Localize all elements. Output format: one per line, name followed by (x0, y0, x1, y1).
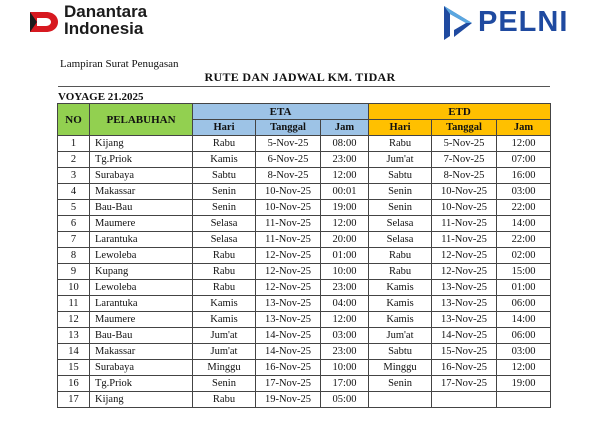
cell-eta-tanggal: 16-Nov-25 (256, 360, 321, 376)
cell-port: Maumere (90, 216, 193, 232)
header-etd-jam: Jam (497, 120, 551, 136)
table-row (58, 296, 551, 312)
cell-eta-hari: Senin (193, 376, 256, 392)
cell-etd-jam: 15:00 (497, 264, 551, 280)
danantara-logo-icon (28, 6, 60, 38)
cell-eta-jam: 03:00 (321, 328, 369, 344)
header-eta-tanggal: Tanggal (256, 120, 321, 136)
cell-no: 13 (58, 328, 90, 344)
cell-no: 14 (58, 344, 90, 360)
document-title: RUTE DAN JADWAL KM. TIDAR (204, 70, 396, 84)
title-divider (58, 86, 550, 87)
cell-no: 7 (58, 232, 90, 248)
table-row (58, 216, 551, 232)
logo-text-line-2: Indonesia (64, 19, 144, 38)
cell-eta-jam: 05:00 (321, 392, 369, 408)
cell-etd-jam: 19:00 (497, 376, 551, 392)
cell-eta-jam: 23:00 (321, 152, 369, 168)
cell-port: Kupang (90, 264, 193, 280)
header-port: PELABUHAN (90, 104, 193, 136)
cell-eta-jam: 10:00 (321, 360, 369, 376)
cell-eta-hari: Selasa (193, 216, 256, 232)
table-row (58, 184, 551, 200)
cell-no: 11 (58, 296, 90, 312)
cell-eta-hari: Senin (193, 184, 256, 200)
pelni-logo-text: PELNI (478, 6, 569, 38)
pelni-logo-icon (440, 4, 474, 42)
cell-etd-hari: Rabu (369, 264, 432, 280)
cell-eta-tanggal: 11-Nov-25 (256, 216, 321, 232)
cell-no: 17 (58, 392, 90, 408)
cell-eta-tanggal: 19-Nov-25 (256, 392, 321, 408)
cell-etd-jam: 01:00 (497, 280, 551, 296)
cell-etd-hari: Kamis (369, 312, 432, 328)
cell-eta-tanggal: 6-Nov-25 (256, 152, 321, 168)
cell-eta-tanggal: 14-Nov-25 (256, 328, 321, 344)
cell-etd-hari: Senin (369, 376, 432, 392)
table-row (58, 312, 551, 328)
table-row (58, 248, 551, 264)
cell-etd-jam: 16:00 (497, 168, 551, 184)
table-row (58, 232, 551, 248)
cell-port: Surabaya (90, 360, 193, 376)
cell-etd-tanggal (432, 392, 497, 408)
cell-etd-hari: Jum'at (369, 152, 432, 168)
table-row (58, 280, 551, 296)
attachment-label: Lampiran Surat Penugasan (60, 58, 179, 70)
cell-etd-tanggal: 12-Nov-25 (432, 248, 497, 264)
cell-etd-tanggal: 5-Nov-25 (432, 136, 497, 152)
cell-etd-hari (369, 392, 432, 408)
cell-eta-hari: Rabu (193, 136, 256, 152)
cell-etd-jam: 22:00 (497, 232, 551, 248)
cell-port: Surabaya (90, 168, 193, 184)
cell-port: Lewoleba (90, 248, 193, 264)
cell-etd-tanggal: 13-Nov-25 (432, 312, 497, 328)
cell-eta-tanggal: 12-Nov-25 (256, 280, 321, 296)
cell-port: Makassar (90, 184, 193, 200)
cell-no: 12 (58, 312, 90, 328)
cell-port: Tg.Priok (90, 376, 193, 392)
cell-etd-jam: 12:00 (497, 360, 551, 376)
table-row (58, 344, 551, 360)
danantara-logo-text (64, 3, 147, 37)
cell-port: Maumere (90, 312, 193, 328)
cell-port: Lewoleba (90, 280, 193, 296)
cell-eta-tanggal: 10-Nov-25 (256, 200, 321, 216)
cell-etd-tanggal: 11-Nov-25 (432, 216, 497, 232)
cell-port: Tg.Priok (90, 152, 193, 168)
cell-eta-hari: Rabu (193, 280, 256, 296)
cell-port: Makassar (90, 344, 193, 360)
cell-etd-tanggal: 10-Nov-25 (432, 200, 497, 216)
cell-port: Larantuka (90, 296, 193, 312)
cell-eta-hari: Rabu (193, 264, 256, 280)
cell-etd-hari: Jum'at (369, 328, 432, 344)
cell-eta-jam: 23:00 (321, 280, 369, 296)
cell-etd-tanggal: 7-Nov-25 (432, 152, 497, 168)
cell-eta-jam: 08:00 (321, 136, 369, 152)
cell-eta-tanggal: 5-Nov-25 (256, 136, 321, 152)
cell-no: 6 (58, 216, 90, 232)
cell-etd-hari: Kamis (369, 296, 432, 312)
cell-eta-jam: 20:00 (321, 232, 369, 248)
cell-etd-jam: 14:00 (497, 312, 551, 328)
cell-etd-jam (497, 392, 551, 408)
cell-no: 5 (58, 200, 90, 216)
cell-no: 9 (58, 264, 90, 280)
cell-etd-jam: 22:00 (497, 200, 551, 216)
cell-etd-tanggal: 12-Nov-25 (432, 264, 497, 280)
cell-etd-hari: Sabtu (369, 168, 432, 184)
cell-no: 3 (58, 168, 90, 184)
cell-eta-hari: Rabu (193, 392, 256, 408)
cell-eta-jam: 12:00 (321, 312, 369, 328)
cell-eta-tanggal: 14-Nov-25 (256, 344, 321, 360)
cell-etd-hari: Sabtu (369, 344, 432, 360)
cell-eta-jam: 23:00 (321, 344, 369, 360)
cell-eta-jam: 10:00 (321, 264, 369, 280)
cell-etd-jam: 06:00 (497, 328, 551, 344)
cell-eta-jam: 00:01 (321, 184, 369, 200)
cell-eta-hari: Rabu (193, 248, 256, 264)
cell-port: Bau-Bau (90, 328, 193, 344)
cell-eta-jam: 12:00 (321, 216, 369, 232)
table-row (58, 168, 551, 184)
cell-eta-hari: Kamis (193, 296, 256, 312)
voyage-label: VOYAGE 21.2025 (58, 91, 144, 103)
cell-etd-hari: Kamis (369, 280, 432, 296)
cell-eta-hari: Minggu (193, 360, 256, 376)
cell-eta-jam: 04:00 (321, 296, 369, 312)
header-etd-tanggal: Tanggal (432, 120, 497, 136)
cell-eta-hari: Sabtu (193, 168, 256, 184)
cell-etd-tanggal: 8-Nov-25 (432, 168, 497, 184)
cell-eta-jam: 17:00 (321, 376, 369, 392)
cell-etd-jam: 06:00 (497, 296, 551, 312)
cell-eta-hari: Jum'at (193, 328, 256, 344)
table-row (58, 200, 551, 216)
cell-eta-jam: 12:00 (321, 168, 369, 184)
cell-no: 4 (58, 184, 90, 200)
cell-eta-hari: Jum'at (193, 344, 256, 360)
cell-etd-hari: Rabu (369, 248, 432, 264)
cell-eta-tanggal: 17-Nov-25 (256, 376, 321, 392)
cell-etd-jam: 07:00 (497, 152, 551, 168)
cell-eta-tanggal: 13-Nov-25 (256, 296, 321, 312)
cell-no: 10 (58, 280, 90, 296)
cell-eta-tanggal: 12-Nov-25 (256, 264, 321, 280)
cell-port: Bau-Bau (90, 200, 193, 216)
cell-eta-hari: Kamis (193, 312, 256, 328)
cell-etd-tanggal: 15-Nov-25 (432, 344, 497, 360)
cell-etd-tanggal: 17-Nov-25 (432, 376, 497, 392)
cell-no: 8 (58, 248, 90, 264)
cell-etd-hari: Selasa (369, 216, 432, 232)
header-eta-hari: Hari (193, 120, 256, 136)
cell-etd-hari: Senin (369, 184, 432, 200)
table-row (58, 136, 551, 152)
cell-eta-tanggal: 11-Nov-25 (256, 232, 321, 248)
cell-port: Kijang (90, 136, 193, 152)
cell-eta-jam: 01:00 (321, 248, 369, 264)
cell-port: Kijang (90, 392, 193, 408)
header-etd-hari: Hari (369, 120, 432, 136)
schedule-body (58, 136, 551, 408)
cell-etd-tanggal: 13-Nov-25 (432, 280, 497, 296)
cell-etd-jam: 12:00 (497, 136, 551, 152)
cell-no: 1 (58, 136, 90, 152)
cell-etd-jam: 02:00 (497, 248, 551, 264)
page-header (0, 0, 600, 48)
table-row (58, 328, 551, 344)
cell-etd-tanggal: 10-Nov-25 (432, 184, 497, 200)
cell-eta-hari: Kamis (193, 152, 256, 168)
cell-etd-jam: 03:00 (497, 184, 551, 200)
cell-etd-hari: Selasa (369, 232, 432, 248)
cell-etd-hari: Minggu (369, 360, 432, 376)
cell-port: Larantuka (90, 232, 193, 248)
cell-etd-jam: 14:00 (497, 216, 551, 232)
logo-text-line-1: Danantara (64, 2, 148, 21)
cell-no: 16 (58, 376, 90, 392)
cell-no: 2 (58, 152, 90, 168)
cell-etd-tanggal: 14-Nov-25 (432, 328, 497, 344)
header-eta: ETA (193, 104, 369, 120)
table-row (58, 152, 551, 168)
schedule-table (57, 103, 551, 408)
cell-etd-jam: 03:00 (497, 344, 551, 360)
cell-eta-hari: Senin (193, 200, 256, 216)
header-eta-jam: Jam (321, 120, 369, 136)
header-no: NO (58, 104, 90, 136)
cell-eta-tanggal: 8-Nov-25 (256, 168, 321, 184)
table-row (58, 392, 551, 408)
cell-eta-tanggal: 12-Nov-25 (256, 248, 321, 264)
cell-etd-tanggal: 13-Nov-25 (432, 296, 497, 312)
cell-eta-tanggal: 13-Nov-25 (256, 312, 321, 328)
cell-etd-tanggal: 16-Nov-25 (432, 360, 497, 376)
cell-eta-jam: 19:00 (321, 200, 369, 216)
table-row (58, 376, 551, 392)
cell-eta-tanggal: 10-Nov-25 (256, 184, 321, 200)
cell-etd-tanggal: 11-Nov-25 (432, 232, 497, 248)
header-etd: ETD (369, 104, 551, 120)
cell-no: 15 (58, 360, 90, 376)
cell-etd-hari: Rabu (369, 136, 432, 152)
cell-eta-hari: Selasa (193, 232, 256, 248)
cell-etd-hari: Senin (369, 200, 432, 216)
table-row (58, 264, 551, 280)
table-row (58, 360, 551, 376)
